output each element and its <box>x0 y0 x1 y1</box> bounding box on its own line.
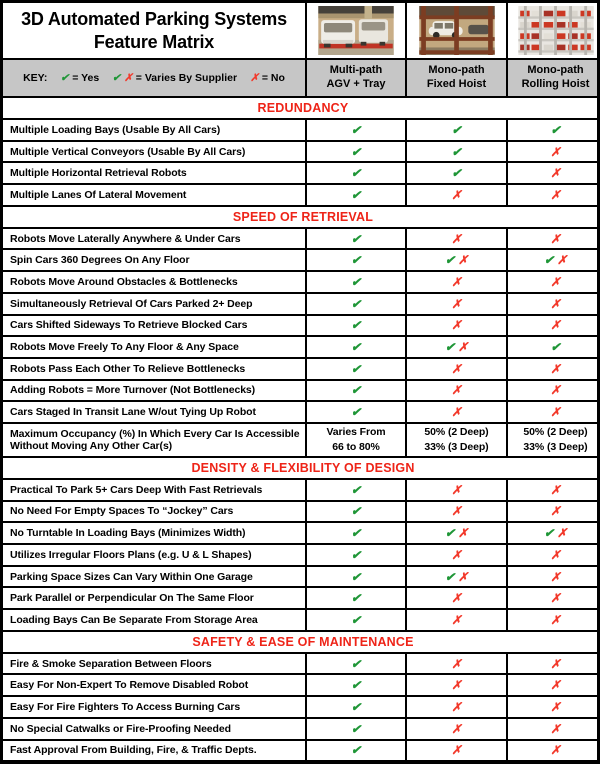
feature-value <box>508 523 600 543</box>
column-header-mono-path-rolling-hoist: Mono-path Rolling Hoist <box>508 60 600 96</box>
feature-label: Robots Move Freely To Any Floor & Any Space <box>3 337 305 357</box>
feature-label: Loading Bays Can Be Separate From Storage Area <box>3 610 305 630</box>
check-icon: ✔ <box>444 340 455 355</box>
legend-no: ✗ = No <box>250 71 285 84</box>
x-icon: ✗ <box>451 318 462 333</box>
check-icon: ✔ <box>350 187 362 202</box>
check-icon: ✔ <box>350 569 362 584</box>
feature-value <box>407 610 506 630</box>
feature-value <box>307 480 405 500</box>
check-icon: ✔ <box>350 144 362 159</box>
feature-value <box>508 185 600 205</box>
x-icon: ✗ <box>550 231 561 246</box>
title-line-1: 3D Automated Parking Systems <box>21 9 287 29</box>
feature-value <box>508 402 600 422</box>
feature-value <box>508 741 600 761</box>
feature-value <box>307 719 405 739</box>
x-icon: ✗ <box>451 612 462 627</box>
x-icon: ✗ <box>550 547 561 562</box>
check-icon: ✔ <box>451 166 462 181</box>
feature-value <box>407 163 506 183</box>
feature-label: Fire & Smoke Separation Between Floors <box>3 654 305 674</box>
feature-value <box>508 502 600 522</box>
feature-value <box>407 480 506 500</box>
feature-value <box>407 250 506 270</box>
x-icon: ✗ <box>458 569 469 584</box>
check-icon: ✔ <box>350 405 362 420</box>
x-icon: ✗ <box>451 482 462 497</box>
check-icon: ✔ <box>550 122 561 137</box>
feature-value <box>508 588 600 608</box>
feature-value <box>508 545 600 565</box>
feature-label: Cars Shifted Sideways To Retrieve Blocked Cars <box>3 316 305 336</box>
x-icon: ✗ <box>550 591 561 606</box>
feature-label: Multiple Horizontal Retrieval Robots <box>3 163 305 183</box>
column-photo-mono-path-rolling-hoist <box>508 3 600 58</box>
feature-value <box>307 142 405 162</box>
feature-value <box>307 654 405 674</box>
check-icon: ✔ <box>350 547 362 562</box>
section-header: SAFETY & EASE OF MAINTENANCE <box>3 632 600 652</box>
check-icon: ✔ <box>451 144 462 159</box>
legend-yes: ✔ = Yes <box>60 71 100 84</box>
x-icon: ✗ <box>458 340 469 355</box>
feature-label: No Need For Empty Spaces To “Jockey” Cars <box>3 502 305 522</box>
feature-label: Spin Cars 360 Degrees On Any Floor <box>3 250 305 270</box>
feature-value <box>407 316 506 336</box>
feature-value <box>407 502 506 522</box>
x-icon: ✗ <box>451 721 462 736</box>
feature-value <box>407 337 506 357</box>
column-photo-mono-path-fixed-hoist <box>407 3 506 58</box>
feature-label: Multiple Vertical Conveyors (Usable By All Cars) <box>3 142 305 162</box>
feature-value <box>407 567 506 587</box>
feature-label: Simultaneously Retrieval Of Cars Parked 2+ Deep <box>3 294 305 314</box>
x-icon: ✗ <box>550 187 561 202</box>
rolling-hoist-photo <box>515 6 597 55</box>
check-icon: ✔ <box>60 71 70 84</box>
feature-value <box>307 272 405 292</box>
feature-label: Multiple Lanes Of Lateral Movement <box>3 185 305 205</box>
x-icon: ✗ <box>451 274 462 289</box>
check-icon: ✔ <box>350 340 362 355</box>
check-icon: ✔ <box>350 296 362 311</box>
feature-value <box>508 654 600 674</box>
feature-value <box>407 697 506 717</box>
feature-value <box>508 120 600 140</box>
check-icon: ✔ <box>444 253 455 268</box>
check-icon: ✔ <box>350 504 362 519</box>
feature-value <box>508 381 600 401</box>
legend-key-label: KEY: <box>23 72 48 84</box>
feature-value <box>307 697 405 717</box>
section-header: DENSITY & FLEXIBILITY OF DESIGN <box>3 458 600 478</box>
feature-value <box>307 120 405 140</box>
feature-value <box>508 142 600 162</box>
feature-value <box>307 545 405 565</box>
x-icon: ✗ <box>458 526 469 541</box>
x-icon: ✗ <box>550 318 561 333</box>
check-icon: ✔ <box>112 71 121 84</box>
check-icon: ✔ <box>543 526 554 541</box>
feature-matrix-table <box>3 3 597 760</box>
feature-label: Adding Robots = More Turnover (Not Bottlenecks) <box>3 381 305 401</box>
x-icon: ✗ <box>451 231 462 246</box>
check-icon: ✔ <box>350 166 362 181</box>
x-icon: ✗ <box>550 678 561 693</box>
feature-value: 50% (2 Deep) 33% (3 Deep) <box>508 424 600 456</box>
x-icon: ✗ <box>458 253 469 268</box>
section-header: REDUNDANCY <box>3 98 600 118</box>
feature-value <box>307 523 405 543</box>
feature-value <box>307 675 405 695</box>
x-icon: ✗ <box>550 482 561 497</box>
feature-value <box>508 719 600 739</box>
feature-value <box>407 185 506 205</box>
x-icon: ✗ <box>550 144 561 159</box>
page-title <box>3 3 305 58</box>
feature-value <box>307 337 405 357</box>
feature-value <box>508 359 600 379</box>
check-icon: ✔ <box>350 612 362 627</box>
x-icon: ✗ <box>557 253 568 268</box>
check-icon: ✔ <box>350 591 362 606</box>
legend-varies: ✔ ✗ = Varies By Supplier <box>112 71 238 84</box>
feature-value <box>307 163 405 183</box>
feature-label: Robots Move Around Obstacles & Bottlenecks <box>3 272 305 292</box>
feature-value <box>508 610 600 630</box>
x-icon: ✗ <box>550 656 561 671</box>
x-icon: ✗ <box>123 71 133 84</box>
feature-value <box>307 185 405 205</box>
x-icon: ✗ <box>550 569 561 584</box>
feature-label: No Special Catwalks or Fire-Proofing Needed <box>3 719 305 739</box>
check-icon: ✔ <box>444 526 455 541</box>
x-icon: ✗ <box>451 296 462 311</box>
feature-value <box>508 294 600 314</box>
feature-value <box>407 654 506 674</box>
x-icon: ✗ <box>451 678 462 693</box>
x-icon: ✗ <box>557 526 568 541</box>
check-icon: ✔ <box>350 274 362 289</box>
legend-key <box>3 60 305 96</box>
feature-value <box>307 381 405 401</box>
feature-label: Maximum Occupancy (%) In Which Every Car Is Accessible Without Moving Any Other Car(s) <box>3 424 305 456</box>
x-icon: ✗ <box>550 361 561 376</box>
check-icon: ✔ <box>350 656 362 671</box>
feature-value <box>407 381 506 401</box>
check-icon: ✔ <box>350 361 362 376</box>
feature-value <box>307 229 405 249</box>
feature-value: Varies From 66 to 80% <box>307 424 405 456</box>
x-icon: ✗ <box>451 361 462 376</box>
check-icon: ✔ <box>350 526 362 541</box>
column-header-mono-path-fixed-hoist: Mono-path Fixed Hoist <box>407 60 506 96</box>
feature-value <box>407 523 506 543</box>
feature-label: Practical To Park 5+ Cars Deep With Fast Retrievals <box>3 480 305 500</box>
feature-value <box>407 359 506 379</box>
feature-value <box>407 120 506 140</box>
feature-value <box>307 610 405 630</box>
feature-value <box>307 741 405 761</box>
feature-value <box>407 142 506 162</box>
check-icon: ✔ <box>350 231 362 246</box>
feature-label: Easy For Fire Fighters To Access Burning Cars <box>3 697 305 717</box>
feature-value <box>508 480 600 500</box>
feature-label: Robots Move Laterally Anywhere & Under Cars <box>3 229 305 249</box>
feature-value <box>407 741 506 761</box>
check-icon: ✔ <box>550 340 561 355</box>
x-icon: ✗ <box>550 699 561 714</box>
x-icon: ✗ <box>550 405 561 420</box>
x-icon: ✗ <box>451 383 462 398</box>
feature-value <box>307 588 405 608</box>
feature-value <box>307 502 405 522</box>
feature-value <box>407 272 506 292</box>
check-icon: ✔ <box>444 569 455 584</box>
feature-label: Robots Pass Each Other To Relieve Bottlenecks <box>3 359 305 379</box>
feature-label: Multiple Loading Bays (Usable By All Cars) <box>3 120 305 140</box>
x-icon: ✗ <box>451 591 462 606</box>
check-icon: ✔ <box>350 699 362 714</box>
feature-value <box>407 675 506 695</box>
agv-tray-photo <box>315 6 397 55</box>
x-icon: ✗ <box>550 166 561 181</box>
title-line-2: Feature Matrix <box>93 31 215 52</box>
feature-label: Fast Approval From Building, Fire, & Traffic Depts. <box>3 741 305 761</box>
feature-value <box>407 294 506 314</box>
feature-label: Park Parallel or Perpendicular On The Same Floor <box>3 588 305 608</box>
x-icon: ✗ <box>250 71 259 84</box>
x-icon: ✗ <box>451 504 462 519</box>
x-icon: ✗ <box>550 274 561 289</box>
feature-value <box>508 229 600 249</box>
feature-value <box>508 163 600 183</box>
feature-value <box>407 229 506 249</box>
fixed-hoist-photo <box>416 6 498 55</box>
feature-value <box>508 316 600 336</box>
check-icon: ✔ <box>350 482 362 497</box>
feature-value <box>307 402 405 422</box>
x-icon: ✗ <box>451 187 462 202</box>
column-photo-multi-path-agv-tray <box>307 3 405 58</box>
feature-label: No Turntable In Loading Bays (Minimizes Width) <box>3 523 305 543</box>
feature-value <box>307 359 405 379</box>
feature-value <box>508 697 600 717</box>
x-icon: ✗ <box>451 656 462 671</box>
x-icon: ✗ <box>550 296 561 311</box>
check-icon: ✔ <box>350 383 362 398</box>
x-icon: ✗ <box>451 743 462 758</box>
x-icon: ✗ <box>550 383 561 398</box>
check-icon: ✔ <box>451 122 462 137</box>
x-icon: ✗ <box>550 504 561 519</box>
check-icon: ✔ <box>350 678 362 693</box>
check-icon: ✔ <box>350 122 362 137</box>
x-icon: ✗ <box>451 699 462 714</box>
feature-value <box>407 719 506 739</box>
feature-value <box>508 250 600 270</box>
check-icon: ✔ <box>543 253 554 268</box>
check-icon: ✔ <box>350 253 362 268</box>
feature-value <box>508 567 600 587</box>
feature-value <box>508 675 600 695</box>
feature-value <box>508 337 600 357</box>
x-icon: ✗ <box>451 405 462 420</box>
feature-value <box>407 588 506 608</box>
feature-value <box>508 272 600 292</box>
x-icon: ✗ <box>550 721 561 736</box>
feature-label: Easy For Non-Expert To Remove Disabled Robot <box>3 675 305 695</box>
column-header-multi-path-agv-tray: Multi-path AGV + Tray <box>307 60 405 96</box>
feature-value <box>307 294 405 314</box>
feature-value <box>307 250 405 270</box>
check-icon: ✔ <box>350 743 362 758</box>
feature-label: Cars Staged In Transit Lane W/out Tying Up Robot <box>3 402 305 422</box>
check-icon: ✔ <box>350 318 362 333</box>
section-header: SPEED OF RETRIEVAL <box>3 207 600 227</box>
feature-value <box>307 567 405 587</box>
feature-label: Parking Space Sizes Can Vary Within One Garage <box>3 567 305 587</box>
feature-value <box>407 545 506 565</box>
feature-label: Utilizes Irregular Floors Plans (e.g. U & L Shapes) <box>3 545 305 565</box>
check-icon: ✔ <box>350 721 362 736</box>
feature-value <box>307 316 405 336</box>
feature-value: 50% (2 Deep) 33% (3 Deep) <box>407 424 506 456</box>
x-icon: ✗ <box>550 612 561 627</box>
x-icon: ✗ <box>451 547 462 562</box>
x-icon: ✗ <box>550 743 561 758</box>
feature-value <box>407 402 506 422</box>
